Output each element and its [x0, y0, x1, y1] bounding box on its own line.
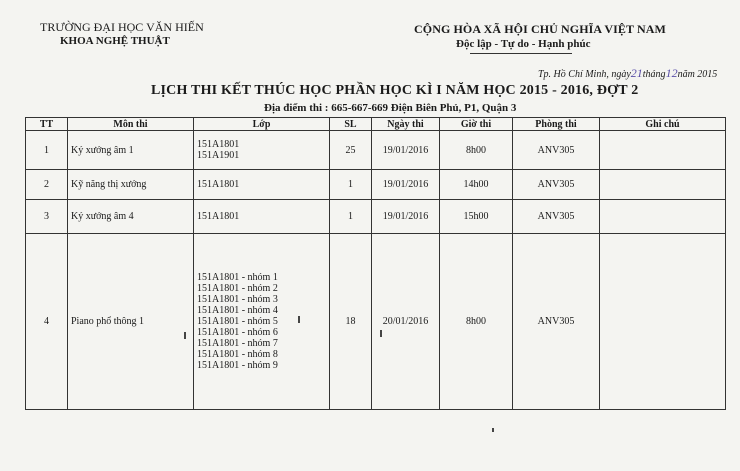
table-row — [26, 170, 726, 200]
count-cell: 1 — [330, 170, 372, 200]
class-code: 151A1801 - nhóm 3 — [197, 294, 278, 305]
document-title: LỊCH THI KẾT THÚC HỌC PHẦN HỌC KÌ I NĂM HỌC 2015 - 2016, ĐỢT 2 — [151, 83, 639, 98]
table-header-row — [26, 118, 726, 131]
class-cell — [194, 131, 330, 170]
class-code: 151A1801 — [197, 211, 240, 222]
class-cell — [194, 170, 330, 200]
date-month: 12 — [665, 66, 678, 80]
class-code: 151A1901 — [197, 150, 240, 161]
column-header: Phòng thi — [513, 118, 600, 131]
scan-mark — [298, 316, 300, 323]
date-cell: 19/01/2016 — [372, 170, 440, 200]
exam-location: Địa điểm thi : 665-667-669 Điện Biên Phủ, P1, Quận 3 — [264, 102, 517, 114]
class-code: 151A1801 - nhóm 9 — [197, 360, 278, 371]
subject-cell: Piano phổ thông 1 — [68, 234, 194, 410]
national-motto: Độc lập - Tự do - Hạnh phúc — [456, 38, 591, 50]
note-cell — [600, 170, 726, 200]
class-code: 151A1801 - nhóm 5 — [197, 316, 278, 327]
table-row — [26, 131, 726, 170]
class-code: 151A1801 - nhóm 4 — [197, 305, 278, 316]
scan-mark — [492, 428, 494, 432]
class-cell — [194, 200, 330, 234]
row-index: 4 — [26, 234, 68, 410]
column-header: TT — [26, 118, 68, 131]
row-index: 3 — [26, 200, 68, 234]
republic-heading: CỘNG HÒA XÃ HỘI CHỦ NGHĨA VIỆT NAM — [414, 22, 666, 36]
column-header: SL — [330, 118, 372, 131]
subject-cell: Kỹ năng thị xướng — [68, 170, 194, 200]
school-name: TRƯỜNG ĐẠI HỌC VĂN HIẾN — [40, 20, 204, 34]
motto-underline — [470, 53, 572, 54]
date-cell: 19/01/2016 — [372, 131, 440, 170]
time-cell: 8h00 — [440, 131, 513, 170]
class-code: 151A1801 - nhóm 8 — [197, 349, 278, 360]
date-cell: 19/01/2016 — [372, 200, 440, 234]
column-header: Môn thi — [68, 118, 194, 131]
time-cell: 15h00 — [440, 200, 513, 234]
scan-mark — [184, 332, 186, 339]
date-year-label: năm 2015 — [677, 69, 718, 80]
time-cell: 14h00 — [440, 170, 513, 200]
date-month-label: tháng — [642, 69, 666, 80]
exam-schedule-table — [25, 117, 726, 410]
time-cell: 8h00 — [440, 234, 513, 410]
room-cell: ANV305 — [513, 234, 600, 410]
table-row — [26, 234, 726, 410]
date-line — [538, 66, 717, 81]
class-code: 151A1801 - nhóm 6 — [197, 327, 278, 338]
subject-cell: Ký xướng âm 1 — [68, 131, 194, 170]
note-cell — [600, 200, 726, 234]
column-header: Lớp — [194, 118, 330, 131]
class-code: 151A1801 - nhóm 2 — [197, 283, 278, 294]
subject-cell: Ký xướng âm 4 — [68, 200, 194, 234]
column-header: Giờ thi — [440, 118, 513, 131]
room-cell: ANV305 — [513, 131, 600, 170]
count-cell: 1 — [330, 200, 372, 234]
row-index: 1 — [26, 131, 68, 170]
column-header: Ngày thi — [372, 118, 440, 131]
class-code: 151A1801 - nhóm 7 — [197, 338, 278, 349]
room-cell: ANV305 — [513, 200, 600, 234]
column-header: Ghi chú — [600, 118, 726, 131]
note-cell — [600, 131, 726, 170]
scan-mark — [380, 330, 382, 337]
faculty-name: KHOA NGHỆ THUẬT — [60, 35, 170, 47]
table-row — [26, 200, 726, 234]
class-cell — [194, 234, 330, 410]
count-cell: 25 — [330, 131, 372, 170]
row-index: 2 — [26, 170, 68, 200]
date-cell: 20/01/2016 — [372, 234, 440, 410]
date-day: 21 — [630, 66, 643, 80]
date-prefix: Tp. Hồ Chí Minh, ngày — [538, 69, 631, 80]
count-cell: 18 — [330, 234, 372, 410]
class-code: 151A1801 - nhóm 1 — [197, 272, 278, 283]
class-code: 151A1801 — [197, 139, 240, 150]
note-cell — [600, 234, 726, 410]
class-code: 151A1801 — [197, 179, 240, 190]
room-cell: ANV305 — [513, 170, 600, 200]
